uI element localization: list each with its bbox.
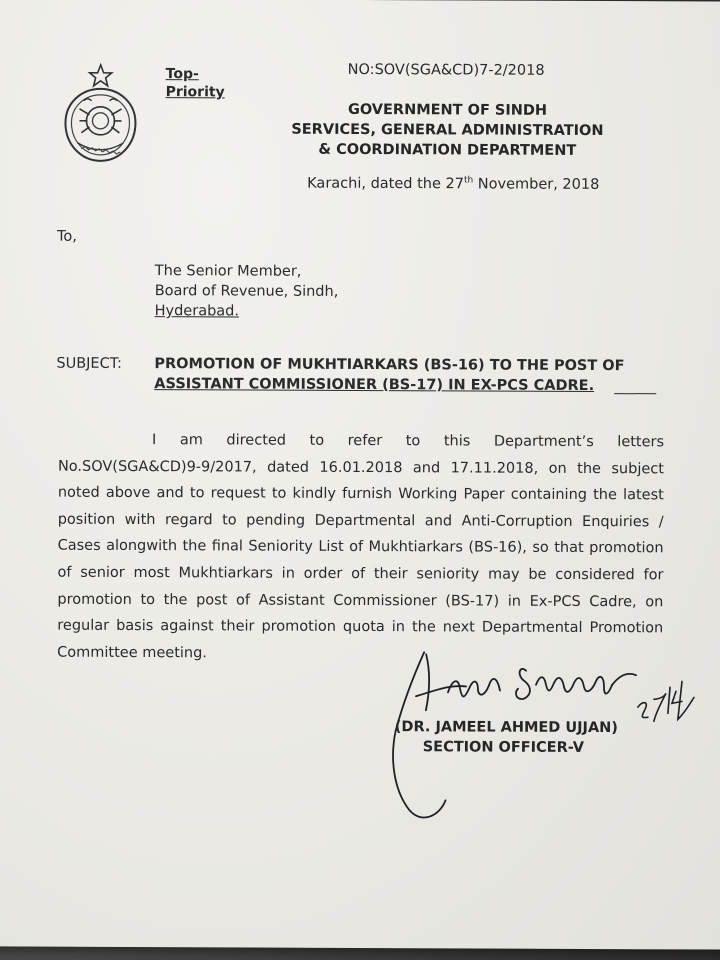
subject-underline-extension xyxy=(614,393,656,394)
signatory-name: (DR. JAMEEL AHMED UJJAN) xyxy=(394,719,618,737)
subject-line-1: PROMOTION OF MUKHTIARKARS (BS-16) TO THE POST OF xyxy=(154,356,625,375)
body-line: promotion to the post of Assistant Commissioner (BS-17) in Ex-PCS Cadre, on xyxy=(57,591,664,610)
priority-line-1: Top- xyxy=(165,66,199,83)
department-line-1: GOVERNMENT OF SINDH xyxy=(347,101,548,119)
letter-number: NO:SOV(SGA&CD)7-2/2018 xyxy=(347,61,545,79)
addressee-line-1: The Senior Member, xyxy=(154,263,302,280)
to-label: To, xyxy=(56,228,77,245)
date-suffix: November, 2018 xyxy=(473,176,600,193)
addressee-line-2: Board of Revenue, Sindh, xyxy=(154,283,339,300)
signatory-title: SECTION OFFICER-V xyxy=(422,739,584,756)
priority-label xyxy=(166,65,225,101)
subject-text xyxy=(154,354,624,396)
body-line: regular basis against their promotion quota in the next Departmental Promotion xyxy=(57,617,664,637)
sindh-government-emblem xyxy=(59,63,141,167)
department-line-3: & COORDINATION DEPARTMENT xyxy=(318,141,577,159)
body-line: Cases alongwith the final Seniority List of Mukhtiarkars (BS-16), so that promotion xyxy=(57,538,664,557)
date-prefix: Karachi, dated the 27 xyxy=(307,175,464,193)
addressee-line-3: Hyderabad. xyxy=(154,303,240,320)
subject-line-2: ASSISTANT COMMISSIONER (BS-17) IN EX-PCS CADRE. xyxy=(154,376,595,395)
body-line: position with regard to pending Departmental and Anti-Corruption Enquiries / xyxy=(57,511,664,531)
body-line: No.SOV(SGA&CD)9-9/2017, dated 16.01.2018 and 17.11.2018, on the subject xyxy=(57,458,664,477)
body-line: Committee meeting. xyxy=(57,644,207,662)
addressee-block xyxy=(155,261,339,322)
department-heading xyxy=(289,100,605,161)
subject-label: SUBJECT: xyxy=(56,355,122,372)
department-line-2: SERVICES, GENERAL ADMINISTRATION xyxy=(291,121,604,140)
body-line: I am directed to refer to this Department’s letters xyxy=(152,432,665,451)
body-paragraph xyxy=(57,427,664,669)
letter-date xyxy=(307,175,599,193)
body-line: of senior most Mukhtiarkars in order of their seniority may be considered for xyxy=(57,564,664,584)
priority-line-2: Priority xyxy=(165,84,225,101)
body-line: noted above and to request to kindly furnish Working Paper containing the latest xyxy=(57,484,664,504)
date-superscript: th xyxy=(463,175,474,186)
